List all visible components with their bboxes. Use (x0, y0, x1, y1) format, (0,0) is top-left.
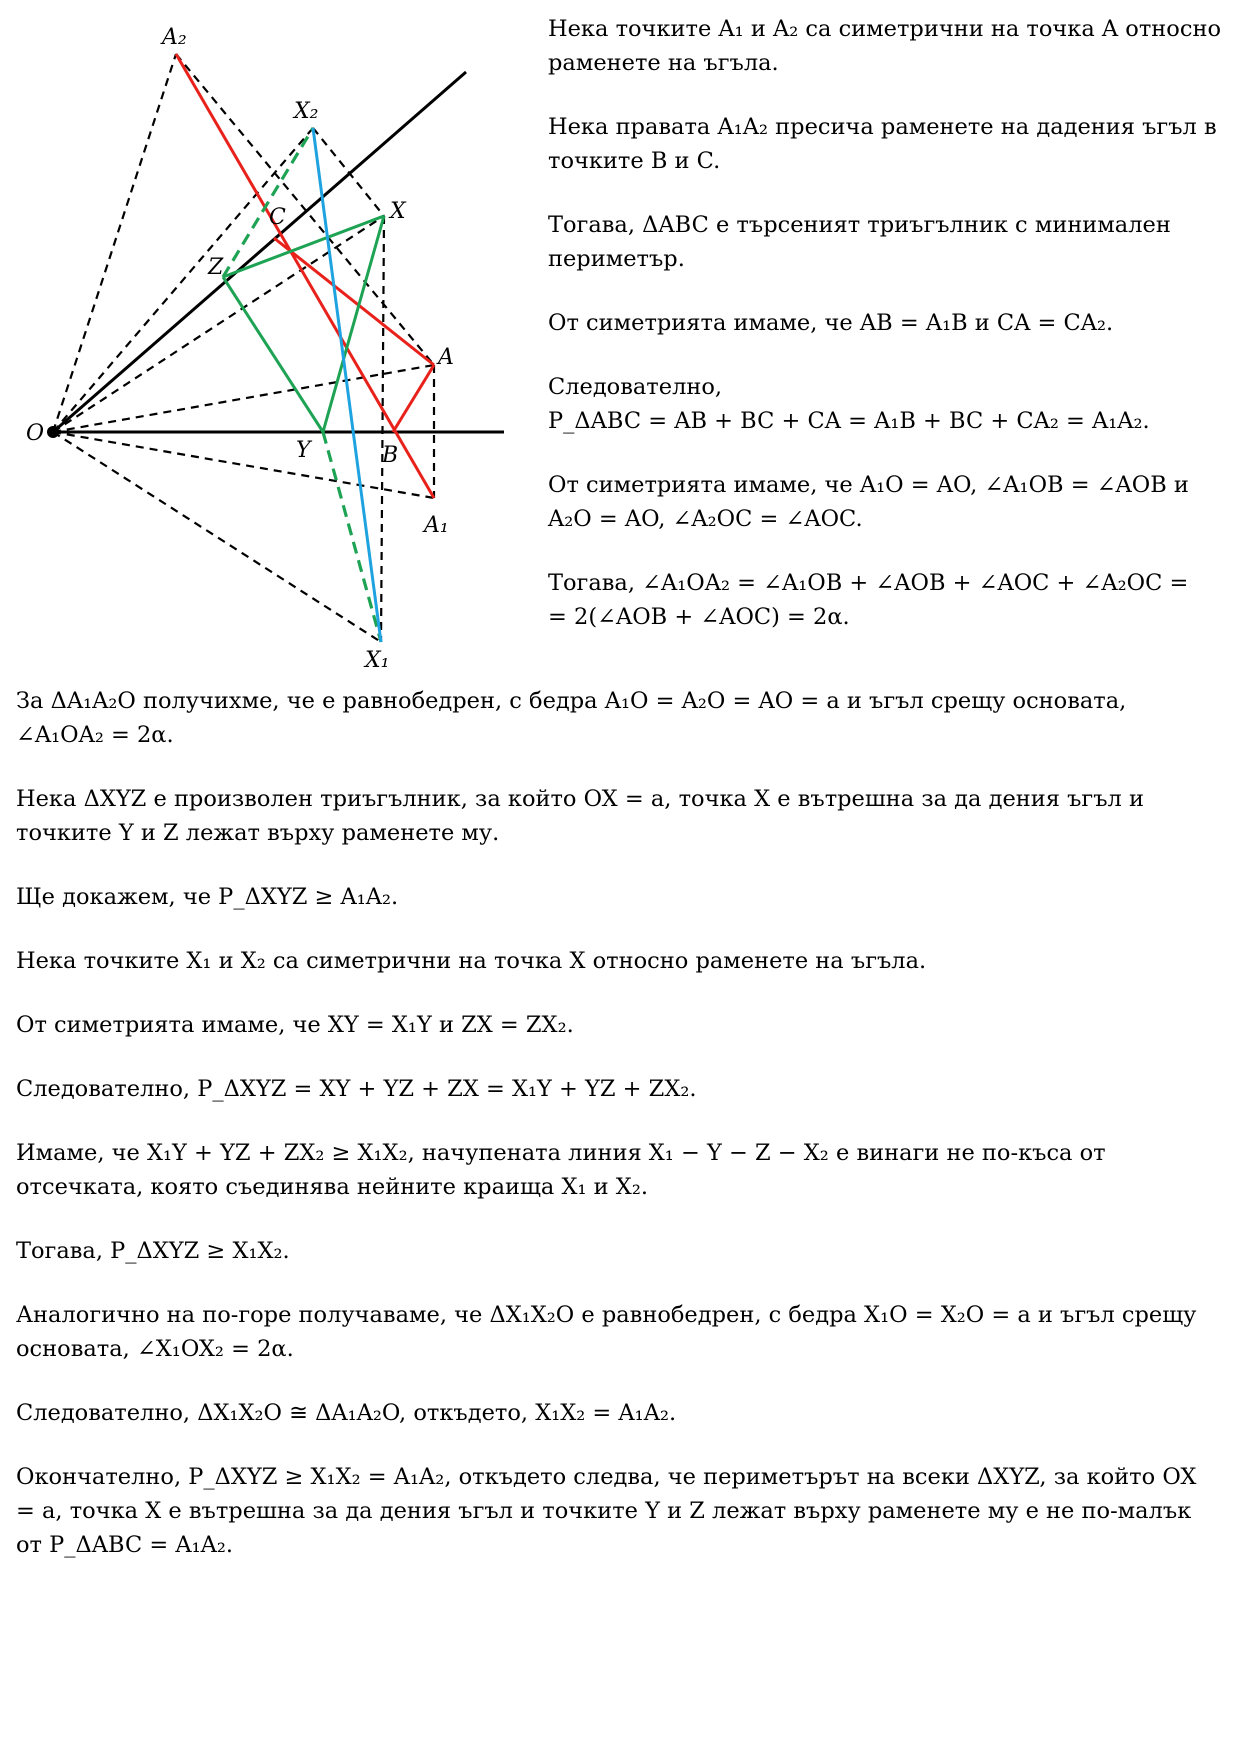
main-paragraph: Следователно, ΔX₁X₂O ≅ ΔA₁A₂O, откъдето, X₁X₂ = A₁A₂. (16, 1400, 677, 1426)
side-text-block (548, 12, 1228, 664)
angle-arm-upper (53, 72, 466, 432)
main-paragraph: Имаме, че X₁Y + YZ + ZX₂ ≥ X₁X₂, начупената линия X₁ − Y − Z − X₂ е винаги не по-къса от отсечката, която съединява нейните краища X₁ и X₂. (16, 1140, 1106, 1200)
dashed-O-A1 (53, 432, 434, 498)
dashed-X-X1 (381, 216, 384, 642)
label-Z: Z (208, 255, 224, 280)
label-O: O (26, 421, 45, 446)
main-paragraph: Тогава, P_ΔXYZ ≥ X₁X₂. (16, 1238, 290, 1264)
dashed-O-X1 (53, 432, 381, 642)
side-paragraph: Тогава, ∠A₁OA₂ = ∠A₁OB + ∠AOB + ∠AOC + ∠A₂OC = = 2(∠AOB + ∠AOC) = 2α. (548, 570, 1189, 630)
red-line-A-B (393, 365, 434, 432)
label-X: X (390, 199, 406, 224)
label-Y: Y (296, 438, 311, 463)
label-A2: A₂ (162, 25, 187, 50)
dashed-O-A2 (53, 54, 176, 432)
side-paragraph: От симетрията имаме, че A₁O = AO, ∠A₁OB = ∠AOB и A₂O = AO, ∠A₂OC = ∠AOC. (548, 472, 1189, 532)
side-paragraph: Нека точките A₁ и A₂ са симетрични на точка A относно раменете на ъгъла. (548, 16, 1221, 76)
main-paragraph: Нека точките X₁ и X₂ са симетрични на точка X относно раменете на ъгъла. (16, 948, 927, 974)
side-paragraph: Тогава, ΔABC е търсеният триъгълник с минимален периметър. (548, 212, 1171, 272)
main-text-block (16, 684, 1216, 1592)
label-B: B (382, 443, 399, 468)
side-paragraph: Нека правата A₁A₂ пресича раменете на дадения ъгъл в точките B и C. (548, 114, 1217, 174)
side-paragraph: От симетрията имаме, че AB = A₁B и CA = CA₂. (548, 310, 1114, 336)
label-A: A (438, 345, 454, 370)
geometry-figure (18, 12, 528, 672)
main-paragraph: От симетрията имаме, че XY = X₁Y и ZX = ZX₂. (16, 1012, 574, 1038)
label-C: C (269, 205, 286, 230)
label-X2: X₂ (294, 99, 319, 124)
main-paragraph: За ΔA₁A₂O получихме, че е равнобедрен, с бедра A₁O = A₂O = AO = a и ъгъл срещу основата, ∠A₁OA₂ = 2α. (16, 688, 1127, 748)
main-paragraph: Окончателно, P_ΔXYZ ≥ X₁X₂ = A₁A₂, откъдето следва, че периметърът на всеки ΔXYZ, за който OX = a, точка X е вътрешна за да дения ъгъл и точките Y и Z лежат върху раменете му е не по-малък от P_ΔABC = A₁A₂. (16, 1464, 1197, 1558)
label-X1: X₁ (365, 648, 390, 672)
green-dashed-Z-X2 (223, 128, 313, 277)
main-paragraph: Аналогично на по-горе получаваме, че ΔX₁X₂O е равнобедрен, с бедра X₁O = X₂O = a и ъгъл срещу основата, ∠X₁OX₂ = 2α. (16, 1302, 1197, 1362)
blue-segment-X2-X1 (313, 128, 381, 642)
side-paragraph: Следователно, P_ΔABC = AB + BC + CA = A₁B + BC + CA₂ = A₁A₂. (548, 374, 1150, 434)
point-O-dot (47, 426, 59, 438)
red-line-C-A (274, 238, 434, 365)
green-line-Y-Z (223, 277, 323, 432)
main-paragraph: Следователно, P_ΔXYZ = XY + YZ + ZX = X₁Y + YZ + ZX₂. (16, 1076, 697, 1102)
main-paragraph: Нека ΔXYZ е произволен триъгълник, за който OX = a, точка X е вътрешна за да дения ъгъл и точките Y и Z лежат върху раменете му. (16, 786, 1144, 846)
main-paragraph: Ще докажем, че P_ΔXYZ ≥ A₁A₂. (16, 884, 399, 910)
label-A1: A₁ (424, 513, 449, 538)
green-dashed-Y-X1 (323, 432, 381, 642)
